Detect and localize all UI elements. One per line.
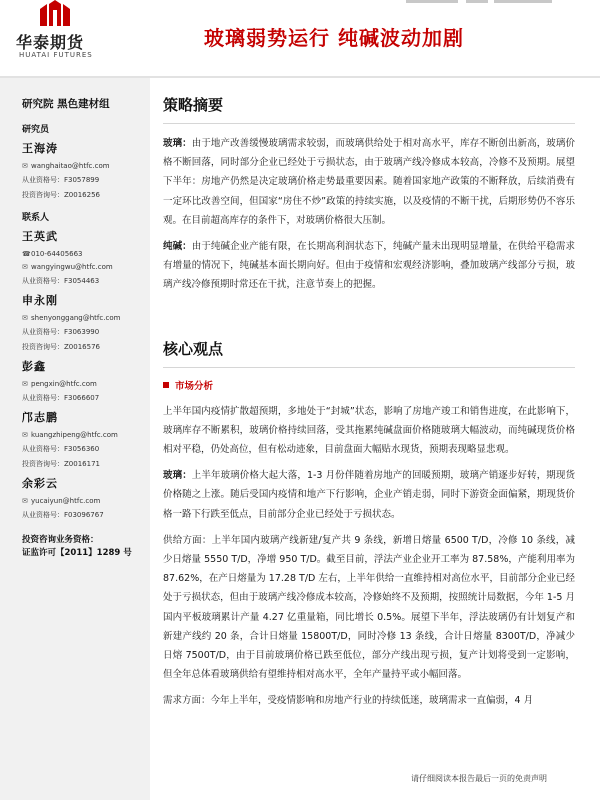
contact-email[interactable]: wangyingwu@htfc.com	[31, 263, 113, 271]
report-title: 玻璃弱势运行 纯碱波动加剧	[204, 26, 464, 50]
brand-name-en: HUATAI FUTURES	[19, 51, 93, 59]
email-icon: ✉	[22, 380, 28, 388]
advisor-number: 投资咨询号：Z0016171	[22, 460, 100, 468]
huatai-logo-icon	[38, 0, 72, 26]
qualification-number: 从业资格号：F3063990	[22, 328, 100, 336]
glass-text: 由于地产改善缓慢玻璃需求较弱，而玻璃供给处于相对高水平，库存不断创出新高，玻璃价格不断回落，同时部分企业已经处于亏损状态，由于玻璃产线冷修成本较高，冷修不及预期。展望下半年：房地产仍然是决定玻璃价格走势最重要因素。随着国家地产政策的不断释放，后续消费有一定环比改善空间，但国家“房住不炒”政策的持续实施，以及疫情的不断干扰，后期形势仍不容乐观。在目前超高库存的条件下，对玻璃价格很大压制。	[163, 138, 575, 226]
researcher-card	[22, 140, 144, 200]
contact-card	[22, 292, 144, 352]
analyst-sidebar	[0, 78, 150, 800]
contact-card	[22, 409, 144, 469]
contact-email[interactable]: kuangzhipeng@htfc.com	[31, 431, 118, 439]
email-icon: ✉	[22, 314, 28, 322]
huatai-logo	[14, 0, 100, 66]
email-icon: ✉	[22, 162, 28, 170]
glass-label: 玻璃：	[163, 138, 192, 149]
qualification-number: 从业资格号：F3056360	[22, 445, 100, 453]
market-paragraph: 上半年国内疫情扩散超预期，多地处于“封城”状态，影响了房地产竣工和销售进度，在此影响下，玻璃库存不断累积，玻璃价格持续回落，受其拖累纯碱盘面价格随玻璃大幅波动，而纯碱现货价格相对平稳，仍处高位，但有松动迹象，目前盘面大幅贴水现货，预期表现略显悲观。	[163, 405, 575, 456]
red-square-bullet-icon	[163, 382, 169, 388]
glass-label: 玻璃：	[163, 470, 192, 482]
qualification-number: 从业资格号：F3057899	[22, 176, 100, 184]
license-number: 证监许可【2011】1289 号	[22, 548, 132, 558]
contact-email[interactable]: pengxin@htfc.com	[31, 380, 97, 388]
footer-disclaimer: 请仔细阅读本报告最后一页的免责声明	[411, 774, 547, 783]
contact-name: 邝志鹏	[22, 411, 58, 424]
contact-name: 王英武	[22, 230, 58, 243]
email-icon: ✉	[22, 263, 28, 271]
contact-name: 申永刚	[22, 294, 58, 307]
department-label: 研究院 黑色建材组	[22, 98, 110, 110]
header-top-rule	[340, 0, 600, 4]
email-icon: ✉	[22, 497, 28, 505]
email-icon: ✉	[22, 431, 28, 439]
advisor-number: 投资咨询号：Z0016576	[22, 343, 100, 351]
subheading-market-analysis	[163, 378, 575, 392]
soda-text: 由于纯碱企业产能有限，在长期高利润状态下，纯碱产量未出现明显增量，在供给平稳需求有增量的情况下，纯碱基本面长期向好。但由于疫情和宏观经济影响，叠加玻璃产线部分亏损，玻璃产线冷修预期时常还在干扰，注意节奏上的把握。	[163, 241, 575, 291]
glass-text: 上半年玻璃价格大起大落，1-3 月份伴随着房地产的回暖预期，玻璃产销逐步好转，期现货价格随之上涨。随后受国内疫情和地产下行影响，企业产销走弱，同时下游资金面偏紧，期现货价格一路下行跌至低点，目前部分企业已经处于亏损状态。	[163, 470, 575, 520]
contact-name: 余彩云	[22, 477, 58, 490]
section-heading-core-views: 核心观点	[163, 338, 575, 368]
demand-paragraph: 需求方面：今年上半年，受疫情影响和房地产行业的持续低迷，玻璃需求一直偏弱，4 月	[163, 695, 534, 707]
glass-paragraph	[163, 466, 575, 524]
contact-card	[22, 475, 144, 520]
summary-glass-paragraph	[163, 134, 575, 230]
contact-card	[22, 358, 144, 403]
subheading-label: 市场分析	[175, 380, 214, 392]
contact-name: 彭鑫	[22, 360, 46, 373]
researcher-name: 王海涛	[22, 142, 58, 155]
report-body	[163, 94, 575, 718]
qualification-number: 从业资格号：F3054463	[22, 277, 100, 285]
researcher-email[interactable]: wanghaitao@htfc.com	[31, 162, 110, 170]
page-header	[0, 0, 600, 76]
brand-name-cn: 华泰期货	[16, 33, 85, 52]
contact-email[interactable]: yucaiyun@htfc.com	[31, 497, 101, 505]
section-heading-summary: 策略摘要	[163, 94, 575, 124]
license-label: 投资咨询业务资格：	[22, 535, 99, 545]
summary-soda-paragraph	[163, 237, 575, 295]
contact-role-label: 联系人	[22, 213, 50, 223]
contact-card	[22, 228, 144, 286]
researcher-role-label: 研究员	[22, 125, 50, 135]
qualification-number: 从业资格号：F3066607	[22, 394, 100, 402]
contact-phone: 010-64405663	[31, 250, 83, 258]
contact-email[interactable]: shenyonggang@htfc.com	[31, 314, 121, 322]
advisor-number: 投资咨询号：Z0016256	[22, 191, 100, 199]
supply-paragraph: 供给方面：上半年国内玻璃产线新建/复产共 9 条线，新增日熔量 6500 T/D，冷修 10 条线，减少日熔量 5550 T/D，净增 950 T/D。截至目前，浮法产业企业开工率为 87.58%，产能利用率为 87.62%，在产日熔量为 17.28 T/D 左右，上半年供给一直维持相对高位水平，目前部分企业已经处于亏损状态，但由于玻璃产线冷修成本较高，冷修始终不及预期，按照统计局数据，今年 1-5 月国内平板玻璃累计产量 4.27 亿重量箱，同比增长 0.5%。展望下半年，浮法玻璃仍有计划复产和新建产线约 20 条，合计日熔量 15800T/D，同时冷修 13 条线，合计日熔量 8300T/D，净减少日熔 7500T/D，由于目前玻璃价格已跌至低位，部分产线出现亏损，复产计划将受到一定影响，但全年总体看玻璃供给有望维持相对高水平，全年产量持平或小幅回落。	[163, 534, 575, 681]
license-info	[22, 534, 144, 560]
qualification-number: 从业资格号：F03096767	[22, 511, 104, 519]
phone-icon: ☎	[22, 250, 31, 258]
soda-label: 纯碱：	[163, 241, 192, 253]
